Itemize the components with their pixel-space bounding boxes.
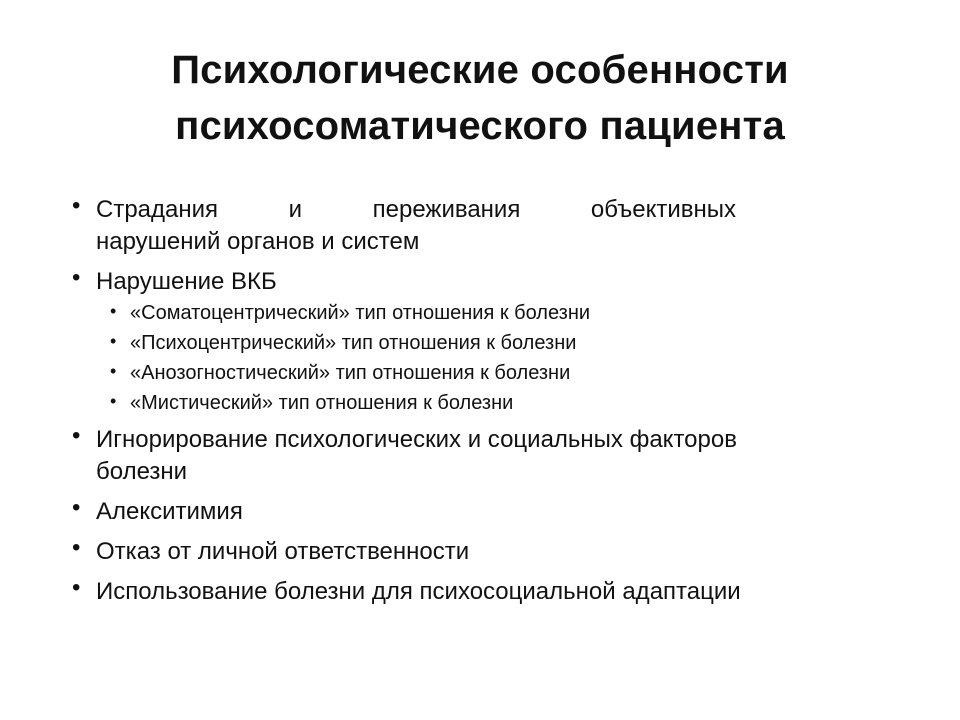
list-item [72,266,892,298]
sub-list [72,298,892,418]
item-text: Алекситимия [96,498,243,525]
bullet-icon: • [110,361,117,381]
list-item [72,194,892,258]
sub-item-text: «Мистический» тип отношения к болезни [130,392,514,414]
bullet-icon: • [72,192,81,219]
sub-list-item [72,358,892,388]
item-text: нарушений органов и систем [96,228,420,255]
list-item [72,576,892,608]
sub-item-text: «Анозогностический» тип отношения к болезни [130,362,571,384]
item-text: Игнорирование психологических и социальных факторов [96,426,737,453]
item-text: Отказ от личной ответственности [96,538,470,565]
sub-item-text: «Психоцентрический» тип отношения к болезни [130,332,577,354]
bullet-icon: • [110,331,117,351]
list-item [72,496,892,528]
bullet-icon: • [72,422,81,449]
sub-list-item [72,388,892,418]
bullet-icon: • [72,574,81,601]
item-text: болезни [96,458,188,485]
bullet-icon: • [72,534,81,561]
bullet-icon: • [72,264,81,291]
item-text: Нарушение ВКБ [96,268,277,295]
bullet-icon: • [72,494,81,521]
item-text: Страдания и переживания объективных [96,196,736,223]
sub-list-item [72,328,892,358]
bullet-icon: • [110,301,117,321]
bullet-icon: • [110,391,117,411]
sub-list-item [72,298,892,328]
item-text: Использование болезни для психосоциальной адаптации [96,578,741,605]
slide-title [60,42,900,154]
list-item [72,536,892,568]
list-item [72,424,892,488]
title-line-1: Психологические особенности [171,48,789,92]
bullet-list [72,194,892,616]
title-line-2: психосоматического пациента [175,104,785,148]
sub-item-text: «Соматоцентрический» тип отношения к болезни [130,302,591,324]
